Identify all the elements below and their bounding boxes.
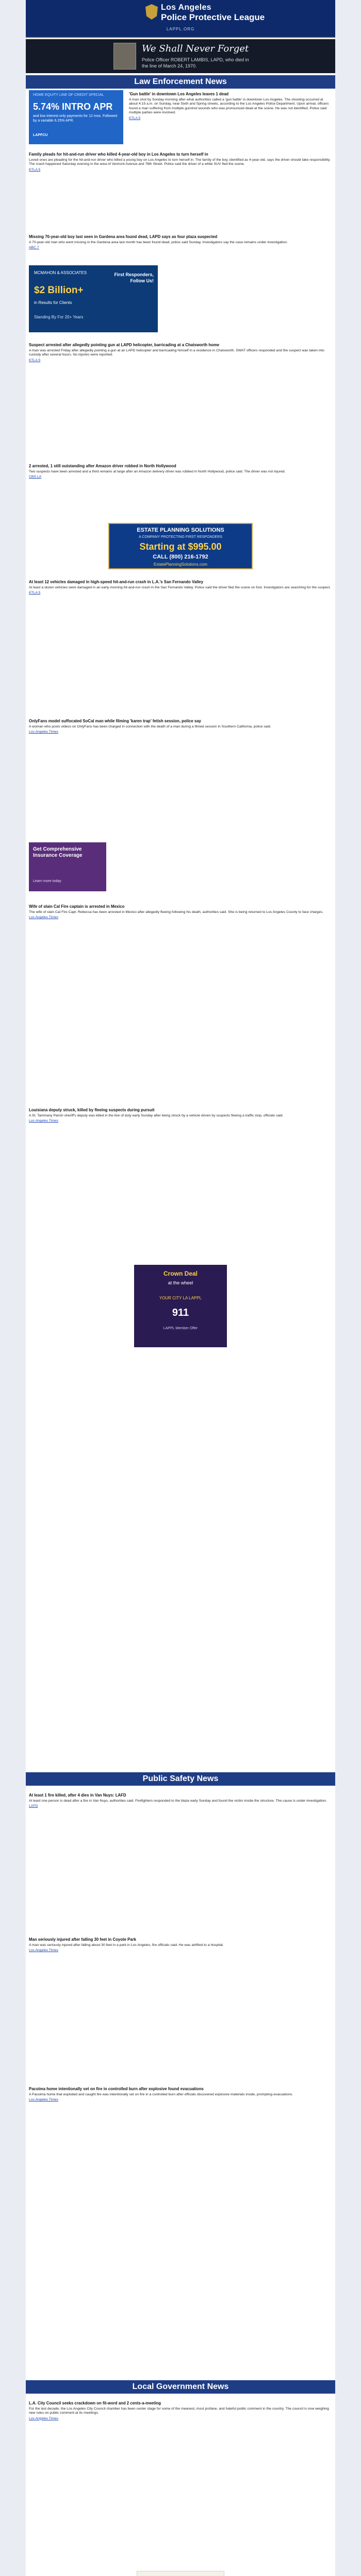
- ad-lappl-store[interactable]: [137, 2571, 224, 2576]
- story-body: A man was seriously injured after falling about 30 feet in a park in Los Angeles, fire officials said. He was airlifted to a hospital.: [29, 1943, 224, 1947]
- ad-estate-planning[interactable]: [108, 523, 253, 569]
- ad-crown-line: YOUR CITY LA LAPPL: [159, 1296, 202, 1300]
- story-card: [29, 2087, 332, 2103]
- story-source-link[interactable]: KTLA 5: [129, 116, 141, 120]
- story-card: [29, 152, 332, 172]
- ad-ins-sub: Learn more today: [33, 879, 61, 883]
- story-headline[interactable]: 2 arrested, 1 still outstanding after Amazon driver robbed in North Hollywood: [29, 464, 176, 468]
- section-law-enforcement: Law Enforcement News: [26, 75, 335, 89]
- ad-loan[interactable]: [29, 90, 123, 144]
- badge-logo: [145, 4, 158, 20]
- ad-insurance[interactable]: [29, 842, 106, 891]
- story-headline[interactable]: Louisiana deputy struck, killed by fleeing suspects during pursuit: [29, 1108, 155, 1112]
- ad-crown-sub: at the wheel: [168, 1280, 193, 1285]
- memorial-banner[interactable]: [26, 39, 335, 73]
- story-headline[interactable]: Wife of slain Cal Fire captain is arrested in Mexico: [29, 904, 125, 909]
- ad-fund-text: in Results for Clients: [34, 300, 72, 305]
- story-source-link[interactable]: Los Angeles Times: [29, 2416, 59, 2420]
- story-body: A woman who posts videos on OnlyFans has been charged in connection with the death of a man during a filmed session in Southern California, police said.: [29, 724, 271, 728]
- story-headline[interactable]: Pacoima home intentionally set on fire in controlled burn after explosive found evacuations: [29, 2087, 204, 2091]
- story-card: [29, 580, 332, 596]
- ad-estate-price: Starting at $995.00: [139, 541, 222, 552]
- ad-fund-side: First Responders, Follow Us!: [114, 272, 154, 283]
- memorial-photo: [113, 43, 136, 70]
- story-headline[interactable]: At least 1 fire killed, after 4 dies in Van Nuys: LAFD: [29, 1793, 126, 1798]
- ad-crown[interactable]: [134, 1265, 227, 1347]
- story-card: [29, 904, 332, 920]
- ad-estate-phone: CALL (800) 216-1792: [153, 554, 208, 560]
- masthead-tagline: LAPPL.ORG: [166, 27, 195, 31]
- ad-crown-big: 911: [172, 1307, 189, 1318]
- story-card: [29, 719, 332, 735]
- section-local-government: Local Government News: [26, 2380, 335, 2394]
- story-body: A Pacoima home that exploded and caught fire was intentionally set on fire in a controlled burn after officials discovered explosive materials inside, prompting evacuations.: [29, 2092, 293, 2096]
- story-headline[interactable]: At least 12 vehicles damaged in high-speed hit-and-run crash in L.A.'s San Fernando Valley: [29, 580, 204, 584]
- story-headline[interactable]: L.A. City Council seeks crackdown on fit-word and 2 cents-a-meeting: [29, 2401, 161, 2405]
- story-body: Loved ones are pleading for the hit-and-run driver who killed a young boy on Los Angeles to turn herself in. The family of the boy, identified as 4-year-old, says the driver should take responsibility. The crash happened Saturday evening in the area of Vermont Avenue and 76th Street. Police said the driver of a white SUV fled the scene.: [29, 158, 331, 166]
- memorial-heading: We Shall Never Forget: [142, 43, 249, 54]
- story-body: A man shot by Sunday morning after what authorities called a 'gun battle' in downtown Los Angeles. The shooting occurred at about 4:15 a.m. on Sunday, near Sixth and Spring streets, according to the Los Angeles Police Department. Upon arrival, officers found a man suffering from multiple gunshot wounds who was pronounced dead at the scene. He was not identified. Police said multiple parties were involved.: [129, 97, 329, 115]
- story-source-link[interactable]: LAFD: [29, 1804, 38, 1808]
- ad-loan-text: and low interest only payments for 12 mos. Followed by a variable 6.25% APR.: [33, 114, 118, 123]
- story-body: A St. Tammany Parish sheriff's deputy was killed in the line of duty early Sunday after being struck by a vehicle driven by suspects fleeing a traffic stop, officials said.: [29, 1113, 284, 1117]
- story-card: [29, 464, 332, 480]
- ad-loan-rate: 5.74% INTRO APR: [33, 101, 113, 112]
- story-card: [129, 92, 331, 121]
- story-body: Two suspects have been arrested and a third remains at large after an Amazon delivery driver was robbed in North Hollywood, police said. The driver was not injured.: [29, 469, 286, 473]
- story-body: At least one person is dead after a fire in Van Nuys, authorities said. Firefighters responded to the blaze early Sunday and found the victim inside the structure. The cause is under investigation.: [29, 1799, 327, 1803]
- ad-fund-cta: Standing By For 20+ Years: [34, 315, 84, 319]
- ad-crown-foot: LAPPL Member Offer: [163, 1327, 198, 1330]
- story-source-link[interactable]: Los Angeles Times: [29, 730, 59, 734]
- story-card: [29, 1793, 332, 1809]
- ad-estate-title: ESTATE PLANNING SOLUTIONS: [137, 527, 224, 533]
- masthead-title-line1: Los Angeles: [161, 3, 211, 12]
- story-headline[interactable]: Man seriously injured after falling 30 feet in Coyote Park: [29, 1937, 136, 1942]
- masthead: [26, 0, 335, 38]
- ad-estate-url: EstatePlanningSolutions.com: [153, 562, 208, 567]
- story-source-link[interactable]: Los Angeles Times: [29, 1948, 59, 1953]
- story-source-link[interactable]: KTLA 5: [29, 358, 41, 362]
- story-source-link[interactable]: Los Angeles Times: [29, 2098, 59, 2102]
- newsletter: [26, 0, 335, 2576]
- story-body: The wife of slain Cal Fire Capt. Rebecca has been arrested in Mexico after allegedly fleeing following his death, authorities said. She is being returned to Los Angeles County to face charges.: [29, 910, 323, 914]
- story-source-link[interactable]: KTLA 5: [29, 591, 41, 595]
- ad-law-firm[interactable]: [29, 265, 158, 332]
- story-source-link[interactable]: Los Angeles Times: [29, 916, 59, 920]
- story-card: [29, 234, 332, 250]
- story-card: [29, 343, 332, 363]
- memorial-text: Police Officer ROBERT LAMBIS, LAPD, who died in the line of March 24, 1970.: [142, 57, 249, 69]
- story-headline[interactable]: 'Gun battle' in downtown Los Angeles leaves 1 dead: [129, 92, 229, 96]
- story-body: A 70-year-old man who went missing in the Gardena area last month has been found dead, police said Sunday. Investigators say the case remains under investigation.: [29, 240, 288, 244]
- masthead-title-line2: Police Protective League: [161, 12, 265, 22]
- story-body: At least a dozen vehicles were damaged in an early morning hit-and-run crash in the San Fernando Valley. Police said the driver fled the scene on foot. Investigators are searching for the suspect.: [29, 585, 331, 589]
- section-public-safety: Public Safety News: [26, 1772, 335, 1786]
- story-source-link[interactable]: Los Angeles Times: [29, 1119, 59, 1123]
- story-headline[interactable]: OnlyFans model suffocated SoCal man while filming 'karen trap' fetish session, police say: [29, 719, 201, 723]
- story-headline[interactable]: Suspect arrested after allegedly pointing gun at LAPD helicopter, barricading at a Chatsworth home: [29, 343, 220, 347]
- ad-crown-title: Crown Deal: [163, 1270, 198, 1277]
- story-headline[interactable]: Missing 70-year-old boy last seen in Gardena area found dead, LAPD says as four plaza suspected: [29, 234, 218, 239]
- story-card: [29, 2401, 332, 2421]
- story-source-link[interactable]: KTLA 5: [29, 167, 41, 172]
- story-body: A man was arrested Friday after allegedly pointing a gun at an LAPD helicopter and barricading himself in a residence in Chatsworth. SWAT officers responded and the suspect was taken into custody after several hours. No injuries were reported.: [29, 348, 324, 357]
- story-source-link[interactable]: ABC 7: [29, 246, 39, 250]
- story-source-link[interactable]: CBS LA: [29, 475, 42, 479]
- ad-loan-brand: LAPFCU: [33, 133, 48, 137]
- ad-loan-kicker: HOME EQUITY LINE OF CREDIT SPECIAL: [33, 93, 104, 97]
- ad-fund-amount: $2 Billion+: [34, 285, 84, 296]
- ad-ins-title: Get Comprehensive Insurance Coverage: [33, 846, 83, 858]
- story-headline[interactable]: Family pleads for hit-and-run driver who killed 4-year-old boy in Los Angeles to turn herself in: [29, 152, 208, 157]
- story-card: [29, 1108, 332, 1124]
- ad-estate-sub: A COMPANY PROTECTING FIRST RESPONDERS: [139, 535, 222, 539]
- story-body: For the last decade, the Los Angeles City Council chamber has been center stage for some of the meanest, most profane, and hateful public comment in the country. The council is now weighing new rules on public comment at its meetings.: [29, 2406, 329, 2415]
- story-card: [29, 1937, 332, 1953]
- ad-fund-kicker: MCMAHON & ASSOCIATES: [34, 270, 87, 275]
